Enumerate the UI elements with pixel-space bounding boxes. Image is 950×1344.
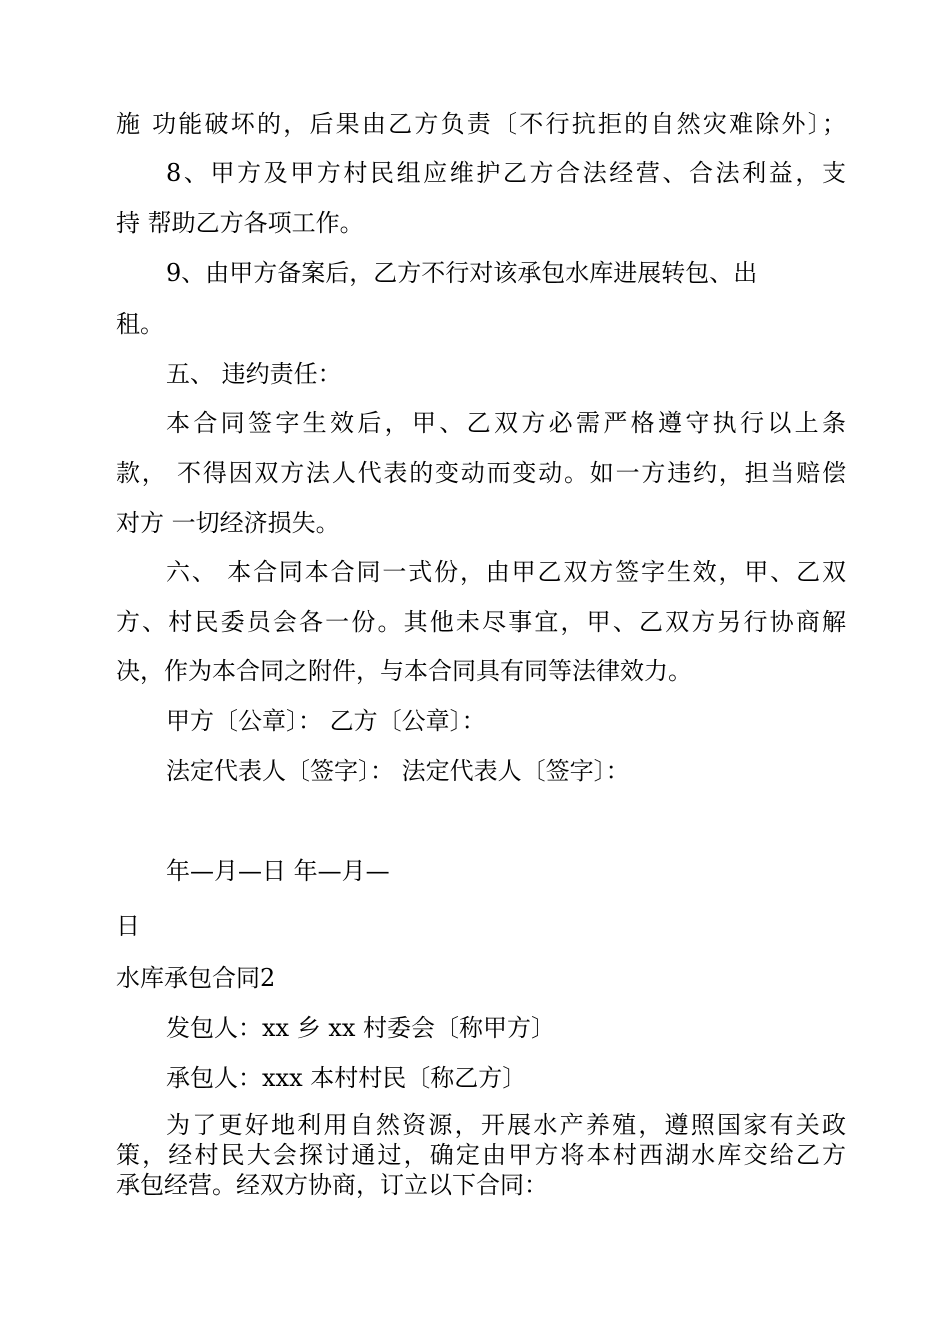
date-line: 日 [116,912,140,940]
paragraph-line: 对方 一切经济损失。 [116,509,340,537]
clause-9-line: 9、由甲方备案后，乙方不行对该承包水库进展转包、出 [166,259,758,287]
party-b-line: 承包人：xxx 本村村民〔称乙方〕 [166,1064,527,1092]
paragraph-line: 本合同签字生效后，甲、乙双方必需严格遵守执行以上条 [166,409,846,437]
document-title: 水库承包合同2 [116,964,276,992]
section-heading-6: 六、 本合同本合同一式份，由甲乙双方签字生效，甲、乙双 [166,558,846,586]
paragraph-line: 策，经村民大会探讨通过，确定由甲方将本村西湖水库交给乙方 [116,1141,846,1169]
clause-8-line: 8、甲方及甲方村民组应维护乙方合法经营、合法利益，支 [166,159,846,187]
paragraph-line: 承包经营。经双方协商，订立以下合同： [116,1171,548,1199]
paragraph-line: 施 功能破坏的，后果由乙方负责〔不行抗拒的自然灾难除外〕； [116,110,846,138]
signature-line: 法定代表人〔签字〕： 法定代表人〔签字〕： [166,757,630,785]
paragraph-line: 款， 不得因双方法人代表的变动而变动。如一方违约，担当赔偿 [116,459,846,487]
paragraph-line: 决，作为本合同之附件，与本合同具有同等法律效力。 [116,657,692,685]
paragraph-line: 租。 [116,310,164,338]
seal-line: 甲方〔公章〕： 乙方〔公章〕： [166,707,486,735]
section-heading-5: 五、 违约责任： [166,360,342,388]
party-a-line: 发包人：xx 乡 xx 村委会〔称甲方〕 [166,1014,556,1042]
paragraph-line: 为了更好地利用自然资源，开展水产养殖，遵照国家有关政 [166,1111,846,1139]
paragraph-line: 持 帮助乙方各项工作。 [116,209,364,237]
paragraph-line: 方、村民委员会各一份。其他未尽事宜，甲、乙双方另行协商解 [116,608,846,636]
date-line: 年—月—日 年—月— [166,857,390,885]
